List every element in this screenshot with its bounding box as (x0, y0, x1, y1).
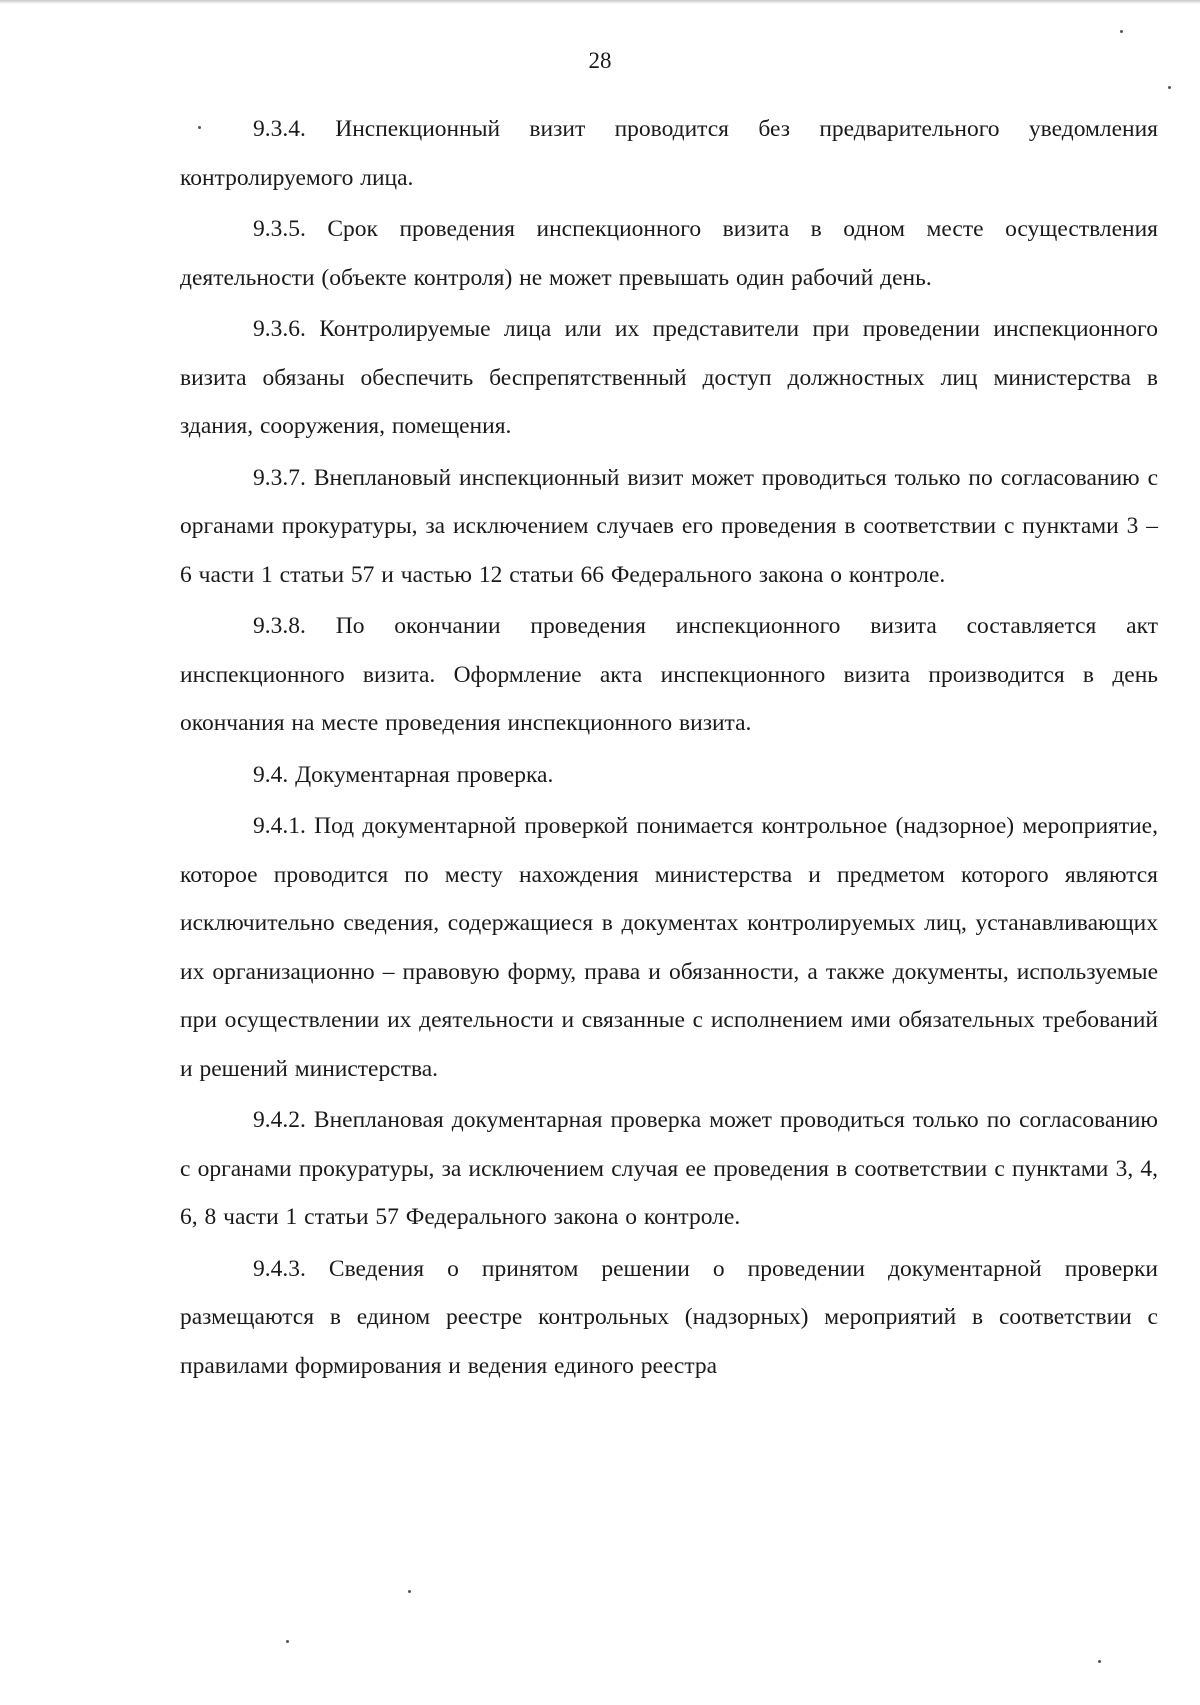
scan-edge (0, 0, 1200, 4)
paragraph-9-3-4: 9.3.4. Инспекционный визит проводится без предварительного уведомления контролируемого лица. (180, 116, 1158, 191)
page-number: 28 (588, 48, 612, 73)
paragraph-9-4-1: 9.4.1. Под документарной проверкой понимается контрольное (надзорное) мероприятие, которое проводится по месту нахождения министерства и предметом которого являются исключительно сведения, содержащиеся в документах контролируемых лиц, устанавливающих их организационно – правовую форму, права и обязанности, а также документы, используемые при осуществлении их деятельности и связанные с исполнением ими обязательных требований и решений министерства. (180, 813, 1158, 1082)
paragraph-9-4-2: 9.4.2. Внеплановая документарная проверка может проводиться только по согласованию с органами прокуратуры, за исключением случая ее проведения в соответствии с пунктами 3, 4, 6, 8 части 1 статьи 57 Федерального закона о контроле. (180, 1107, 1158, 1230)
section-heading-9-4: 9.4. Документарная проверка. (253, 761, 554, 788)
scan-speck (1120, 30, 1123, 33)
scan-speck (286, 1640, 289, 1643)
scan-speck (198, 126, 201, 129)
scan-speck (1098, 1660, 1101, 1663)
document-body (180, 105, 1158, 1393)
scan-speck (1168, 86, 1171, 89)
paragraph-9-3-7: 9.3.7. Внеплановый инспекционный визит может проводиться только по согласованию с органами прокуратуры, за исключением случаев его проведения в соответствии с пунктами 3 – 6 части 1 статьи 57 и частью 12 статьи 66 Федерального закона о контроле. (180, 464, 1158, 588)
paragraph-9-3-6: 9.3.6. Контролируемые лица или их представители при проведении инспекционного визита обязаны обеспечить беспрепятственный доступ должностных лиц министерства в здания, сооружения, помещения. (180, 316, 1158, 439)
paragraph-9-3-5: 9.3.5. Срок проведения инспекционного визита в одном месте осуществления деятельности (объекте контроля) не может превышать один рабочий день. (180, 216, 1158, 291)
paragraph-9-4-3: 9.4.3. Сведения о принятом решении о проведении документарной проверки размещаются в едином реестре контрольных (надзорных) мероприятий в соответствии с правилами формирования и ведения единого реестра (180, 1255, 1158, 1379)
paragraph-9-3-8: 9.3.8. По окончании проведения инспекционного визита составляется акт инспекционного визита. Оформление акта инспекционного визита производится в день окончания на месте проведения инспекционного визита. (180, 613, 1158, 736)
scan-speck (408, 1590, 411, 1593)
